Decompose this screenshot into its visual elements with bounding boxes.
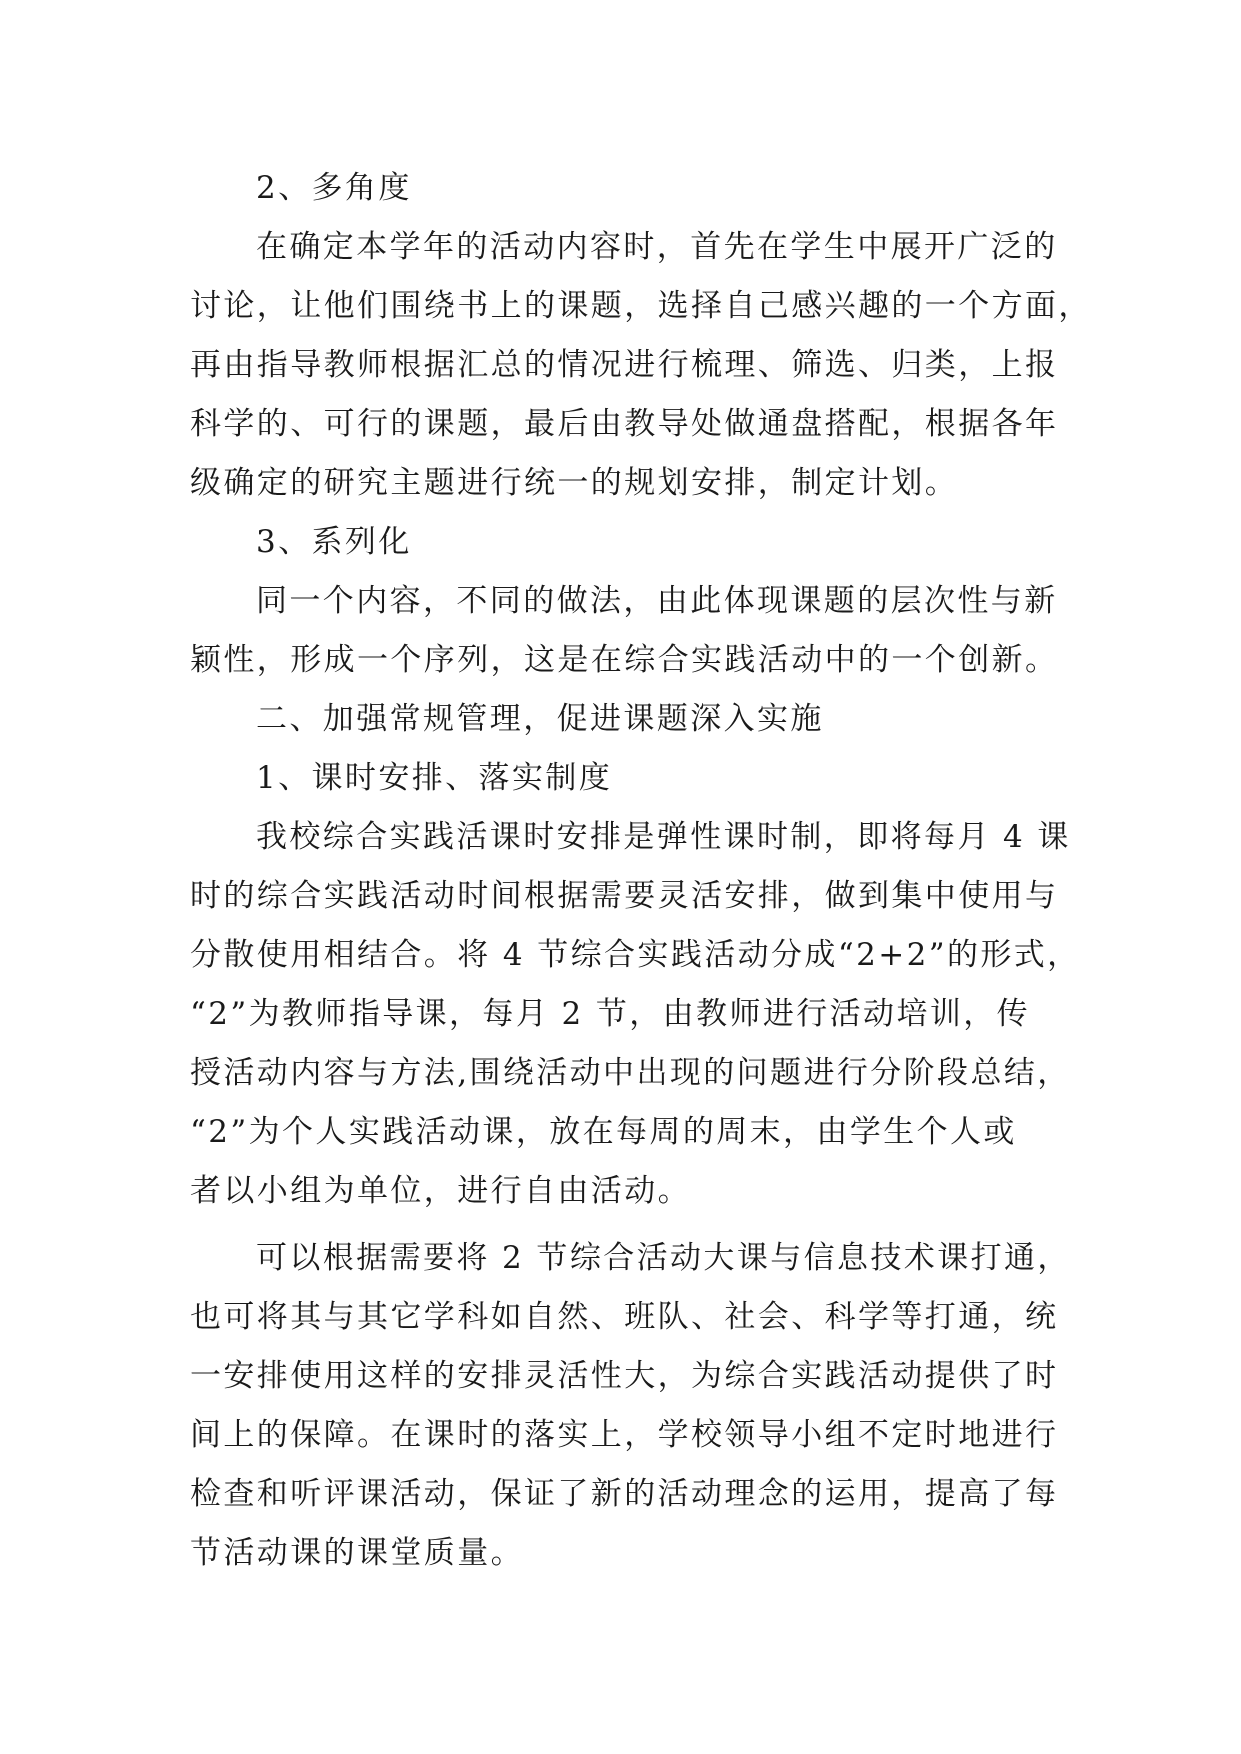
- paragraph-line: 分散使用相结合。将 4 节综合实践活动分成“2+2”的形式，: [190, 937, 1081, 973]
- paragraph-line: 也可将其与其它学科如自然、班队、社会、科学等打通，统: [190, 1299, 1059, 1335]
- heading-serialization: 3、系列化: [256, 524, 412, 560]
- paragraph-gap: [190, 1221, 1070, 1229]
- paragraph-line: 授活动内容与方法,围绕活动中出现的问题进行分阶段总结，: [190, 1055, 1071, 1091]
- document-body: [190, 159, 1092, 1583]
- paragraph-line: 颖性，形成一个序列，这是在综合实践活动中的一个创新。: [190, 642, 1059, 678]
- heading-multi-angle: 2、多角度: [256, 170, 412, 206]
- paragraph-line: “2”为个人实践活动课，放在每周的周末，由学生个人或: [190, 1114, 1017, 1150]
- paragraph-line: 一安排使用这样的安排灵活性大，为综合实践活动提供了时: [190, 1358, 1059, 1394]
- paragraph-line: “2”为教师指导课，每月 2 节，由教师进行活动培训，传: [190, 996, 1031, 1032]
- paragraph-line: 级确定的研究主题进行统一的规划安排，制定计划。: [190, 465, 959, 501]
- paragraph-line: 科学的、可行的课题，最后由教导处做通盘搭配，根据各年: [190, 406, 1059, 442]
- section-heading-routine-management: 二、加强常规管理，促进课题深入实施: [256, 701, 824, 737]
- paragraph-line: 检查和听评课活动，保证了新的活动理念的运用，提高了每: [190, 1476, 1059, 1512]
- paragraph-line: 可以根据需要将 2 节综合活动大课与信息技术课打通，: [256, 1240, 1071, 1276]
- paragraph-line: 再由指导教师根据汇总的情况进行梳理、筛选、归类，上报: [190, 347, 1059, 383]
- paragraph-line: 者以小组为单位，进行自由活动。: [190, 1173, 691, 1209]
- paragraph-line: 节活动课的课堂质量。: [190, 1535, 524, 1571]
- paragraph-line: 间上的保障。在课时的落实上，学校领导小组不定时地进行: [190, 1417, 1059, 1453]
- paragraph-line: 时的综合实践活动时间根据需要灵活安排，做到集中使用与: [190, 878, 1059, 914]
- paragraph-line: 讨论，让他们围绕书上的课题，选择自己感兴趣的一个方面，: [190, 288, 1092, 324]
- heading-class-schedule: 1、课时安排、落实制度: [256, 760, 613, 796]
- paragraph-line: 在确定本学年的活动内容时，首先在学生中展开广泛的: [256, 229, 1058, 265]
- paragraph-line: 我校综合实践活课时安排是弹性课时制，即将每月 4 课: [256, 819, 1071, 855]
- paragraph-line: 同一个内容，不同的做法，由此体现课题的层次性与新: [256, 583, 1058, 619]
